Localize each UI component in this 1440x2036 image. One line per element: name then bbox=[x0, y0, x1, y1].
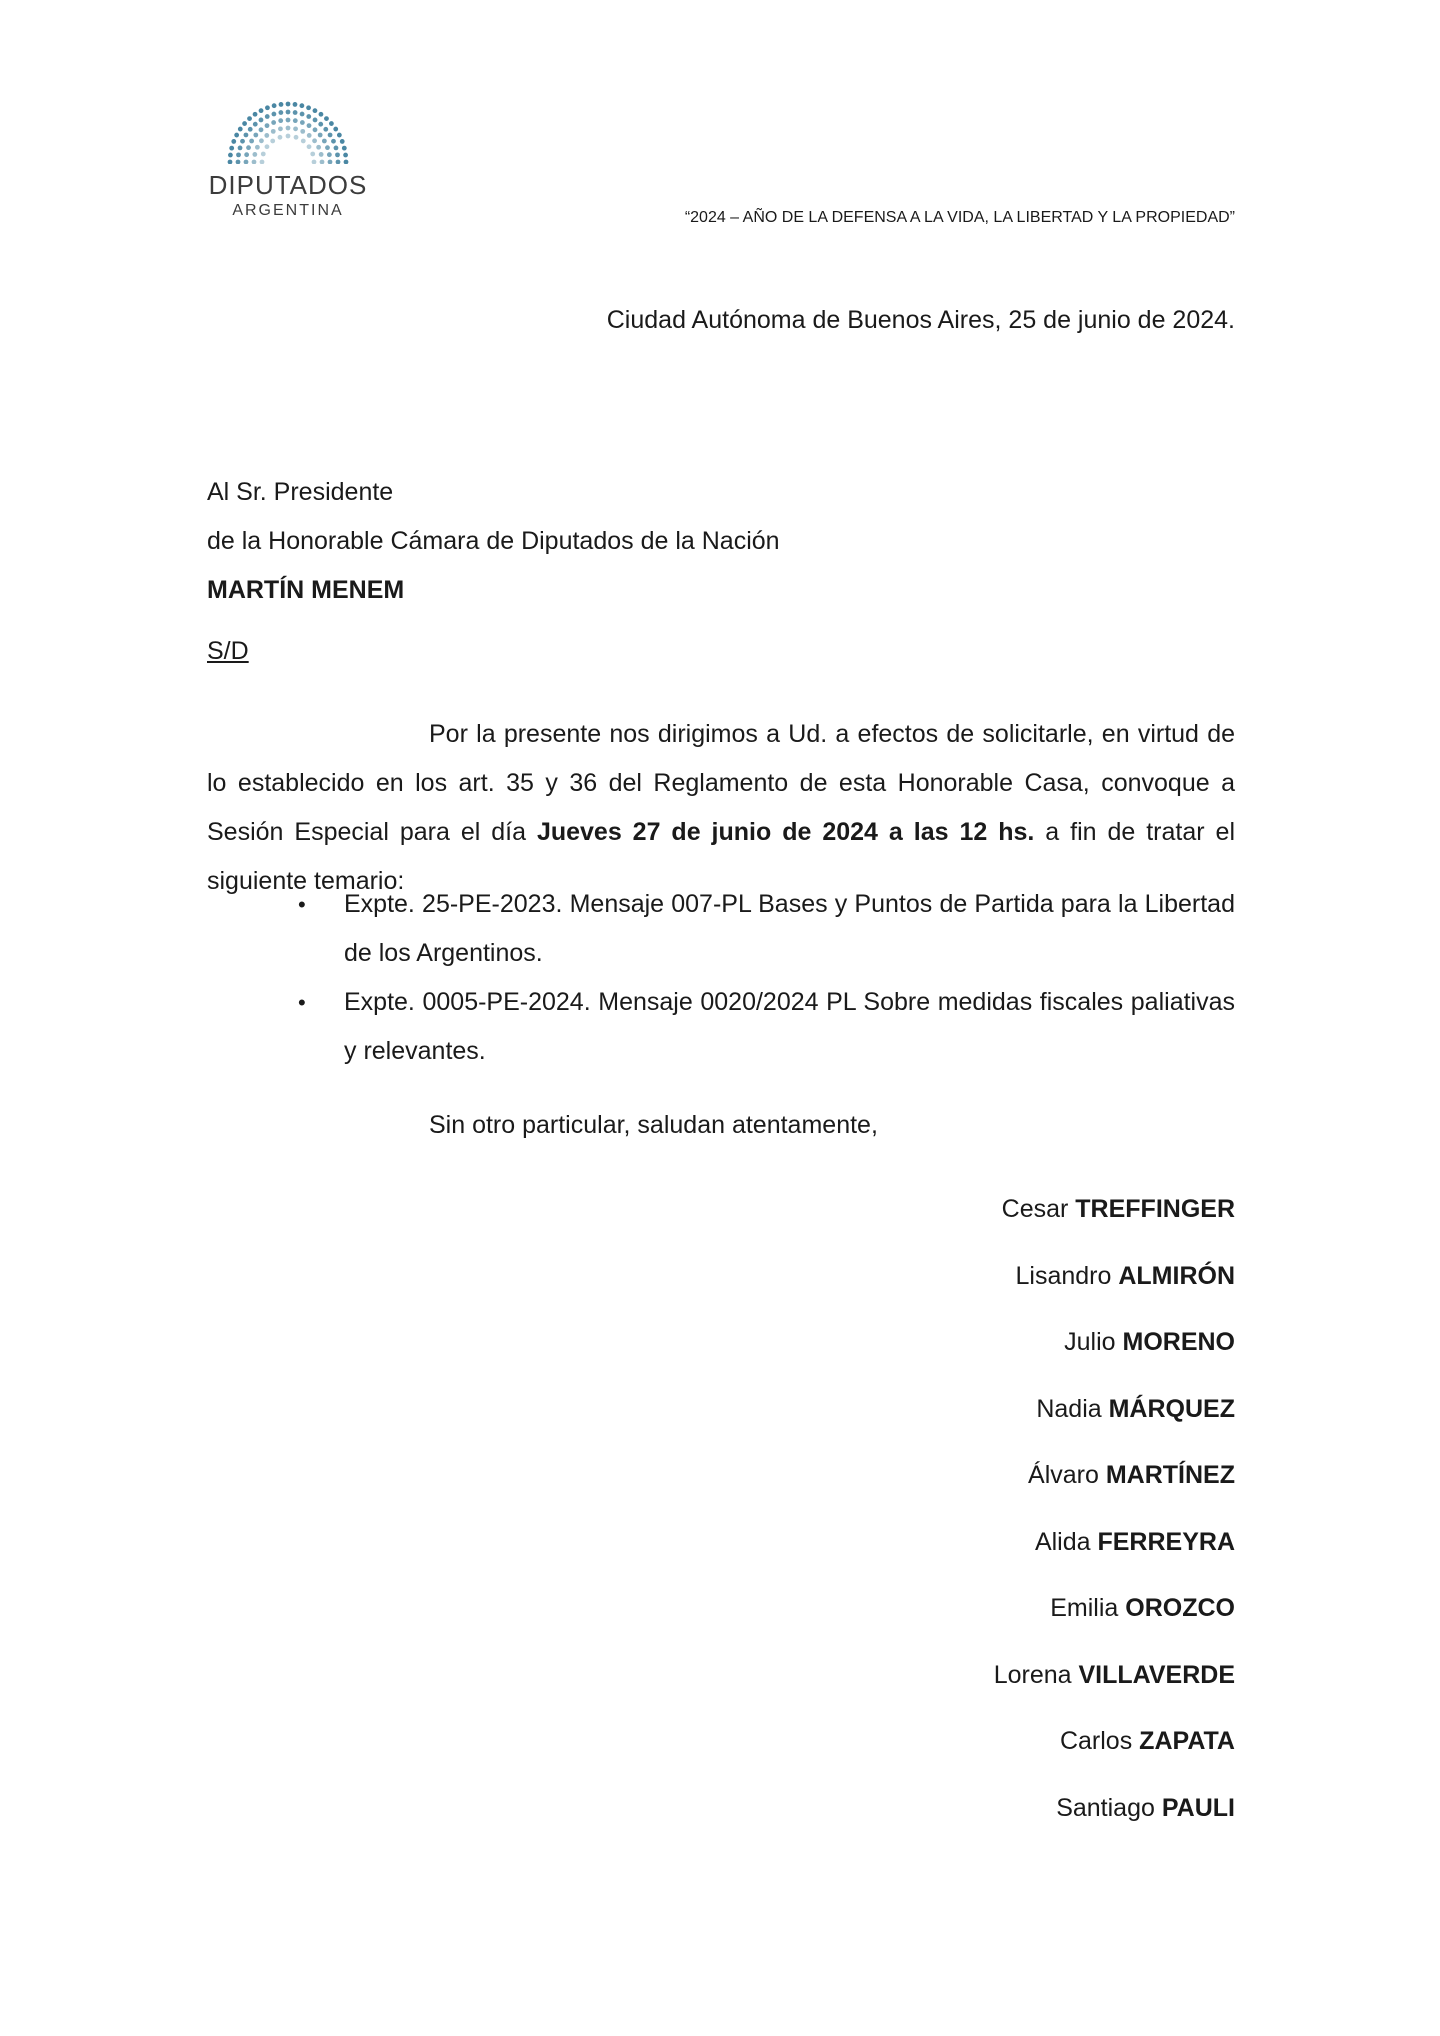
hemicycle-seat-dot bbox=[278, 135, 283, 140]
hemicycle-seat-dot bbox=[255, 145, 260, 150]
hemicycle-seat-dot bbox=[329, 121, 334, 126]
hemicycle-seat-dot bbox=[301, 139, 306, 144]
recipient-line-1: Al Sr. Presidente bbox=[207, 478, 394, 506]
body-paragraph bbox=[207, 710, 1235, 906]
hemicycle-seat-dot bbox=[320, 160, 325, 164]
hemicycle-seat-dot bbox=[249, 139, 254, 144]
hemicycle-seat-dot bbox=[253, 122, 258, 127]
last-name: OROZCO bbox=[1125, 1594, 1235, 1622]
first-name: Emilia bbox=[1050, 1594, 1119, 1622]
last-name: VILLAVERDE bbox=[1078, 1660, 1235, 1689]
hemicycle-seat-dot bbox=[246, 145, 251, 150]
hemicycle-seat-dot bbox=[307, 123, 312, 128]
hemicycle-seat-dot bbox=[293, 118, 298, 123]
signatory bbox=[994, 1185, 1235, 1252]
hemicycle-seat-dot bbox=[300, 129, 305, 134]
first-name: Julio bbox=[1064, 1328, 1116, 1356]
hemicycle-seat-dot bbox=[344, 160, 349, 164]
hemicycle-icon bbox=[226, 100, 350, 164]
hemicycle-seat-dot bbox=[331, 139, 336, 144]
list-item bbox=[207, 880, 1235, 978]
hemicycle-seat-dot bbox=[286, 118, 291, 123]
signatory bbox=[994, 1318, 1235, 1385]
hemicycle-seat-dot bbox=[300, 120, 305, 125]
hemicycle-seat-dot bbox=[286, 126, 291, 131]
hemicycle-seat-dot bbox=[261, 152, 266, 157]
hemicycle-seat-dot bbox=[306, 105, 311, 110]
hemicycle-seat-dot bbox=[259, 108, 264, 113]
bullet-icon: • bbox=[298, 892, 306, 917]
signatory bbox=[994, 1584, 1235, 1651]
first-name: Alida bbox=[1034, 1527, 1091, 1556]
hemicycle-seat-dot bbox=[260, 160, 265, 164]
hemicycle-seat-dot bbox=[247, 116, 252, 121]
hemicycle-seat-dot bbox=[310, 152, 315, 157]
hemicycle-seat-dot bbox=[229, 146, 234, 151]
hemicycle-seat-dot bbox=[244, 160, 249, 164]
hemicycle-seat-dot bbox=[259, 118, 264, 123]
signatory bbox=[994, 1717, 1235, 1784]
hemicycle-seat-dot bbox=[272, 103, 277, 108]
signatory bbox=[994, 1385, 1235, 1452]
hemicycle-seat-dot bbox=[278, 118, 283, 123]
last-name: MORENO bbox=[1122, 1328, 1235, 1356]
hemicycle-seat-dot bbox=[333, 127, 338, 132]
sd-mark: S/D bbox=[207, 637, 249, 665]
hemicycle-seat-dot bbox=[294, 135, 299, 140]
hemicycle-seat-dot bbox=[236, 152, 241, 157]
agenda-item-text: Expte. 25-PE-2023. Mensaje 007-PL Bases y Puntos de Partida para la Libertad de los Argentinos. bbox=[344, 890, 1235, 967]
hemicycle-seat-dot bbox=[286, 110, 291, 115]
hemicycle-seat-dot bbox=[248, 127, 253, 132]
year-motto: “2024 – AÑO DE LA DEFENSA A LA VIDA, LA LIBERTAD Y LA PROPIEDAD” bbox=[684, 209, 1235, 226]
hemicycle-seat-dot bbox=[312, 138, 317, 143]
hemicycle-seat-dot bbox=[265, 105, 270, 110]
recipient-name: MARTÍN MENEM bbox=[207, 576, 405, 604]
hemicycle-seat-dot bbox=[343, 153, 348, 158]
last-name: ALMIRÓN bbox=[1118, 1261, 1235, 1290]
hemicycle-seat-dot bbox=[271, 129, 276, 134]
first-name: Cesar bbox=[1001, 1195, 1069, 1223]
first-name: Santiago bbox=[1056, 1793, 1155, 1822]
first-name: Lisandro bbox=[1015, 1261, 1112, 1290]
hemicycle-seat-dot bbox=[306, 114, 311, 119]
recipient-block bbox=[207, 468, 780, 615]
hemicycle-seat-dot bbox=[259, 127, 264, 132]
last-name: PAULI bbox=[1161, 1793, 1235, 1822]
signatory bbox=[994, 1252, 1235, 1319]
last-name: MARTÍNEZ bbox=[1105, 1461, 1235, 1489]
hemicycle-seat-dot bbox=[272, 112, 277, 117]
agenda-item-text: Expte. 0005-PE-2024. Mensaje 0020/2024 PL Sobre medidas fiscales paliativas y relevantes. bbox=[344, 988, 1235, 1065]
signatory bbox=[994, 1451, 1235, 1518]
session-date: Jueves 27 de junio de 2024 a las 12 hs. bbox=[536, 818, 1035, 846]
body-text-part-2: a fin de tratar el siguiente temario: bbox=[207, 818, 1235, 895]
hemicycle-seat-dot bbox=[252, 152, 257, 157]
hemicycle-seat-dot bbox=[286, 102, 291, 107]
last-name: TREFFINGER bbox=[1075, 1195, 1235, 1223]
hemicycle-seat-dot bbox=[336, 160, 341, 164]
hemicycle-seat-dot bbox=[324, 116, 329, 121]
hemicycle-seat-dot bbox=[278, 110, 283, 115]
hemicycle-seat-dot bbox=[228, 153, 233, 158]
hemicycle-seat-dot bbox=[240, 139, 245, 144]
hemicycle-seat-dot bbox=[238, 127, 243, 132]
hemicycle-seat-dot bbox=[319, 112, 324, 117]
signatory bbox=[994, 1784, 1235, 1851]
place-and-date: Ciudad Autónoma de Buenos Aires, 25 de junio de 2024. bbox=[606, 306, 1235, 334]
hemicycle-seat-dot bbox=[322, 139, 327, 144]
hemicycle-seat-dot bbox=[231, 139, 236, 144]
hemicycle-seat-dot bbox=[325, 145, 330, 150]
hemicycle-seat-dot bbox=[316, 145, 321, 150]
hemicycle-seat-dot bbox=[252, 160, 257, 164]
last-name: ZAPATA bbox=[1139, 1727, 1235, 1755]
hemicycle-seat-dot bbox=[313, 118, 318, 123]
hemicycle-seat-dot bbox=[293, 110, 298, 115]
hemicycle-seat-dot bbox=[286, 134, 291, 139]
agenda-list bbox=[207, 880, 1235, 1076]
hemicycle-seat-dot bbox=[234, 133, 239, 138]
hemicycle-seat-dot bbox=[253, 133, 258, 138]
hemicycle-seat-dot bbox=[307, 133, 312, 138]
hemicycle-seat-dot bbox=[264, 133, 269, 138]
recipient-line-2: de la Honorable Cámara de Diputados de la Nación bbox=[207, 527, 780, 555]
hemicycle-seat-dot bbox=[244, 152, 249, 157]
hemicycle-seat-dot bbox=[312, 160, 317, 164]
first-name: Nadia bbox=[1036, 1394, 1102, 1423]
bullet-icon: • bbox=[298, 990, 306, 1015]
hemicycle-seat-dot bbox=[334, 146, 339, 151]
hemicycle-seat-dot bbox=[318, 133, 323, 138]
hemicycle-seat-dot bbox=[313, 127, 318, 132]
hemicycle-seat-dot bbox=[270, 139, 275, 144]
first-name: Álvaro bbox=[1028, 1461, 1099, 1489]
closing-line: Sin otro particular, saludan atentamente, bbox=[429, 1111, 878, 1139]
hemicycle-seat-dot bbox=[278, 126, 283, 131]
hemicycle-seat-dot bbox=[307, 144, 312, 149]
hemicycle-seat-dot bbox=[342, 146, 347, 151]
hemicycle-seat-dot bbox=[328, 160, 333, 164]
hemicycle-seat-dot bbox=[328, 133, 333, 138]
hemicycle-seat-dot bbox=[271, 120, 276, 125]
hemicycle-seat-dot bbox=[228, 160, 233, 164]
hemicycle-seat-dot bbox=[319, 152, 324, 157]
hemicycle-seat-dot bbox=[265, 123, 270, 128]
hemicycle-seat-dot bbox=[293, 126, 298, 131]
signatory bbox=[994, 1518, 1235, 1585]
hemicycle-seat-dot bbox=[244, 133, 249, 138]
hemicycle-seat-dot bbox=[265, 114, 270, 119]
body-text-part-1: Por la presente nos dirigimos a Ud. a efectos de solicitarle, en virtud de lo establecido en los art. 35 y 36 del Reglamento de esta Honorable Casa, convoque a Sesión Especial para el día bbox=[207, 720, 1235, 846]
hemicycle-seat-dot bbox=[242, 121, 247, 126]
hemicycle-seat-dot bbox=[313, 108, 318, 113]
hemicycle-seat-dot bbox=[293, 102, 298, 107]
diputados-logo bbox=[200, 100, 376, 230]
list-item bbox=[207, 978, 1235, 1076]
hemicycle-seat-dot bbox=[299, 103, 304, 108]
logo-title: DIPUTADOS bbox=[208, 170, 368, 200]
hemicycle-seat-dot bbox=[238, 146, 243, 151]
last-name: FERREYRA bbox=[1097, 1527, 1235, 1556]
signature-list bbox=[994, 1185, 1235, 1850]
first-name: Lorena bbox=[993, 1660, 1072, 1689]
hemicycle-seat-dot bbox=[259, 138, 264, 143]
hemicycle-seat-dot bbox=[340, 139, 345, 144]
hemicycle-seat-dot bbox=[327, 152, 332, 157]
hemicycle-seat-dot bbox=[253, 112, 258, 117]
hemicycle-seat-dot bbox=[335, 152, 340, 157]
hemicycle-seat-dot bbox=[300, 112, 305, 117]
logo-subtitle: ARGENTINA bbox=[232, 202, 344, 219]
last-name: MÁRQUEZ bbox=[1108, 1394, 1235, 1423]
hemicycle-seat-dot bbox=[279, 102, 284, 107]
signatory bbox=[994, 1651, 1235, 1718]
hemicycle-seat-dot bbox=[265, 144, 270, 149]
first-name: Carlos bbox=[1059, 1727, 1133, 1755]
hemicycle-seat-dot bbox=[236, 160, 241, 164]
hemicycle-seat-dot bbox=[337, 133, 342, 138]
hemicycle-seat-dot bbox=[318, 122, 323, 127]
hemicycle-seat-dot bbox=[323, 127, 328, 132]
